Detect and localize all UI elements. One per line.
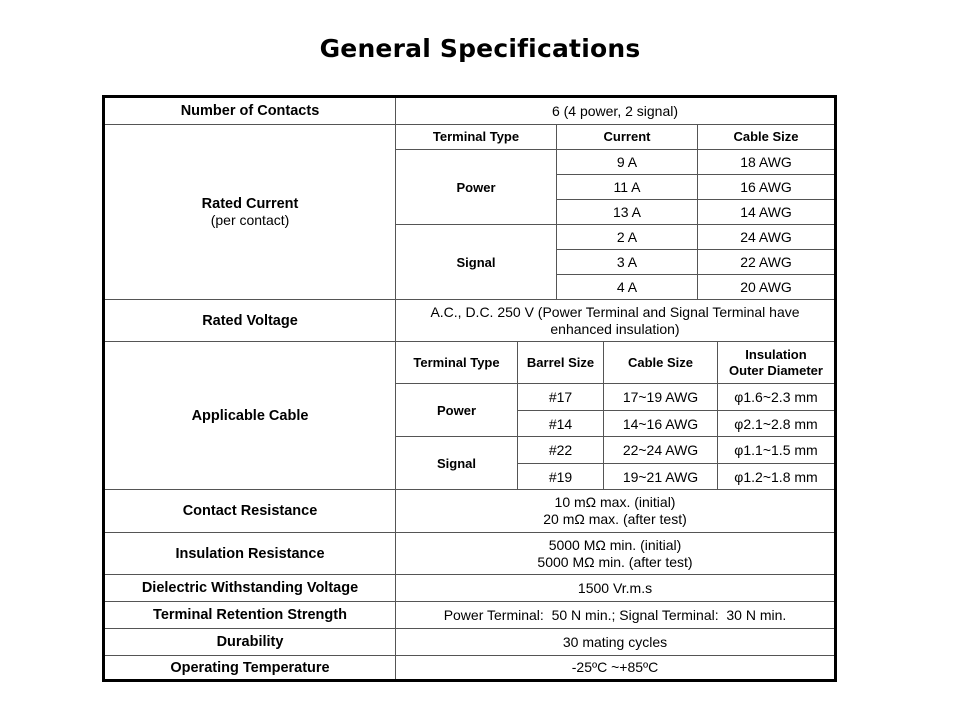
rated-current-subtable — [396, 125, 834, 299]
diameter-cell: φ1.1~1.5 mm — [718, 437, 834, 464]
value-line: 20 mΩ max. (after test) — [543, 511, 687, 527]
cable-cell: 18 AWG — [698, 150, 834, 175]
row-label: Operating Temperature — [105, 656, 396, 679]
spec-table — [102, 95, 837, 682]
cable-cell: 22~24 AWG — [604, 437, 718, 464]
current-cell: 3 A — [557, 250, 698, 275]
table-row-dielectric — [105, 575, 834, 602]
header-cable-size: Cable Size — [698, 125, 834, 150]
current-cell: 4 A — [557, 275, 698, 299]
row-label: Number of Contacts — [105, 98, 396, 124]
cable-cell: 22 AWG — [698, 250, 834, 275]
group-power: Power — [396, 384, 518, 437]
cable-cell: 17~19 AWG — [604, 384, 718, 411]
value-line: 5000 MΩ min. (initial) — [548, 536, 682, 553]
diameter-cell: φ1.6~2.3 mm — [718, 384, 834, 411]
row-value: 30 mating cycles — [562, 633, 668, 650]
table-row-rated-current — [105, 125, 834, 300]
value-line: A.C., D.C. 250 V (Power Terminal and Signal Terminal have — [430, 303, 800, 320]
page-title: General Specifications — [319, 34, 641, 63]
cable-cell: 16 AWG — [698, 175, 834, 200]
cable-cell: 24 AWG — [698, 225, 834, 250]
table-row-insulation-resistance — [105, 533, 834, 575]
row-label: Applicable Cable — [105, 342, 396, 489]
current-cell: 13 A — [557, 200, 698, 225]
row-label: Insulation Resistance — [105, 533, 396, 574]
applicable-cable-subtable — [396, 342, 834, 489]
group-power: Power — [396, 150, 557, 225]
row-value: 6 (4 power, 2 signal) — [551, 102, 679, 119]
row-label — [105, 125, 396, 299]
value-line: enhanced insulation) — [550, 320, 680, 337]
row-label: Dielectric Withstanding Voltage — [105, 575, 396, 601]
cable-cell: 14 AWG — [698, 200, 834, 225]
row-value — [396, 533, 834, 574]
row-value: Power Terminal: 50 N min.; Signal Terminal: 30 N min. — [443, 606, 787, 623]
header-line: Outer Diameter — [729, 362, 823, 378]
table-row-retention — [105, 602, 834, 629]
header-line: Insulation — [745, 346, 807, 362]
current-cell: 2 A — [557, 225, 698, 250]
current-cell: 11 A — [557, 175, 698, 200]
header-terminal-type: Terminal Type — [396, 342, 518, 384]
row-value: -25ºC ~+85ºC — [571, 659, 659, 675]
current-cell: 9 A — [557, 150, 698, 175]
barrel-cell: #19 — [518, 464, 604, 489]
cable-cell: 20 AWG — [740, 279, 792, 295]
table-row-applicable-cable — [105, 342, 834, 490]
row-label: Contact Resistance — [105, 490, 396, 532]
group-signal: Signal — [396, 225, 557, 299]
header-current: Current — [557, 125, 698, 150]
row-label: Terminal Retention Strength — [105, 602, 396, 628]
cable-cell: 14~16 AWG — [604, 411, 718, 437]
diameter-cell: φ1.2~1.8 mm — [734, 468, 818, 485]
row-value — [396, 300, 834, 341]
header-terminal-type: Terminal Type — [396, 125, 557, 150]
table-row-temperature — [105, 656, 834, 679]
barrel-cell: #14 — [518, 411, 604, 437]
row-label: Durability — [105, 629, 396, 655]
header-insulation-outer-diameter — [718, 342, 834, 384]
barrel-cell: #17 — [518, 384, 604, 411]
header-cable-size: Cable Size — [604, 342, 718, 384]
rated-current-label: Rated Current — [201, 196, 299, 212]
group-signal: Signal — [396, 437, 518, 489]
barrel-cell: #22 — [518, 437, 604, 464]
diameter-cell: φ2.1~2.8 mm — [718, 411, 834, 437]
cable-cell: 19~21 AWG — [604, 464, 718, 489]
table-row-contact-resistance — [105, 490, 834, 533]
header-barrel-size: Barrel Size — [518, 342, 604, 384]
value-line: 5000 MΩ min. (after test) — [537, 553, 693, 570]
row-value — [396, 490, 834, 532]
rated-current-sublabel: (per contact) — [210, 212, 290, 228]
value-line: 10 mΩ max. (initial) — [554, 494, 676, 510]
table-row-rated-voltage — [105, 300, 834, 342]
row-label: Rated Voltage — [105, 300, 396, 341]
table-row-durability — [105, 629, 834, 656]
table-row-contacts — [105, 98, 834, 125]
row-value: 1500 Vr.m.s — [577, 579, 653, 596]
